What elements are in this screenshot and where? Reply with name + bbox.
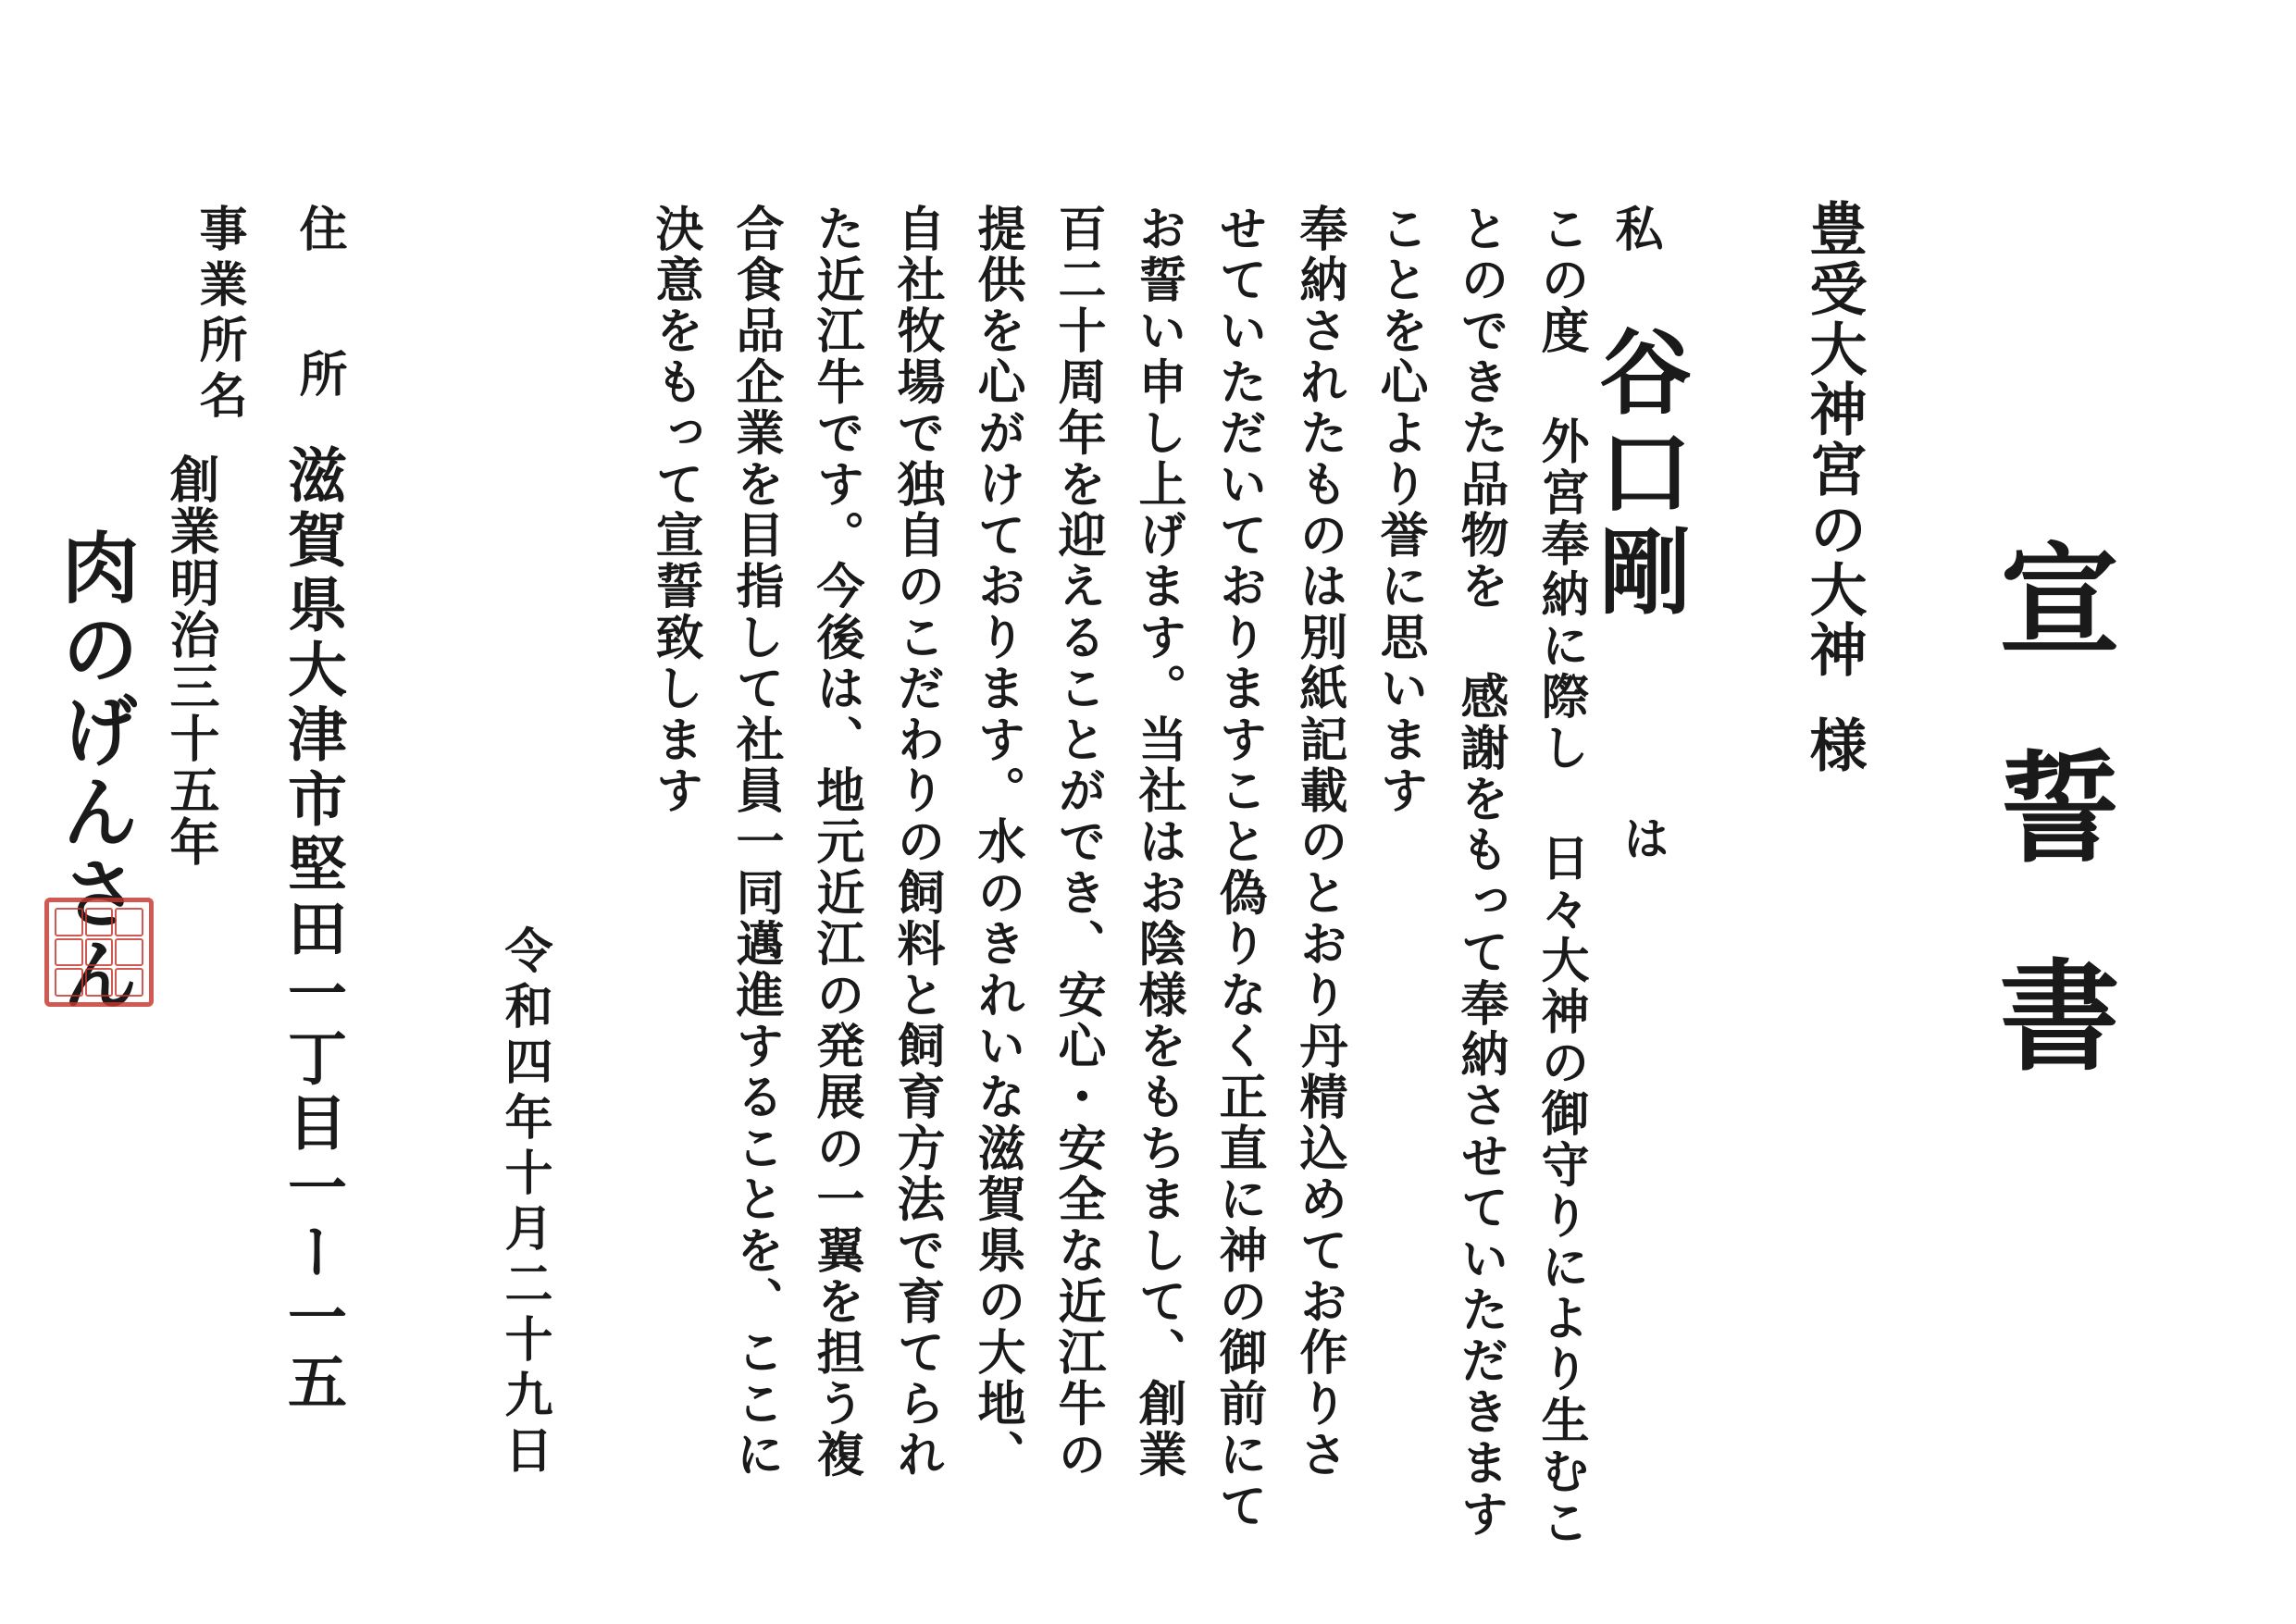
pledger-particle: は	[1616, 814, 1670, 861]
address: 滋賀県大津市堅田一丁目一ー一五	[278, 444, 347, 1416]
pledger-name: 谷口剛	[1583, 324, 1693, 624]
company-name: 肉のげんさん	[49, 527, 141, 1016]
body-line: せていただいておりますこと偽りなく正直に神の御前にて	[1210, 204, 1267, 1532]
date: 令和四年十月二十九日	[496, 925, 552, 1481]
body-line: 提供を心がけております。水のきれいな滋賀県の大地、	[969, 204, 1025, 1481]
addressee-name: 豊受大神宮の大神	[1800, 199, 1868, 680]
company-seal-stamp	[44, 898, 154, 1007]
office-label: 事業所名	[191, 204, 247, 426]
body-line: た近江牛です。今後は、地元近江の発展の一翼を担う複	[808, 204, 864, 1481]
body-line: この度 外宮奉納に際し 日々大神の御守りにより生むこ	[1533, 204, 1589, 1549]
pledger-label: 私	[1607, 204, 1663, 252]
address-label: 住所	[291, 204, 347, 494]
body-line: 合食品企業を目指して社員一同邁進することを、ここに	[727, 204, 784, 1481]
body-line: 決意をもって宣誓致します	[647, 204, 703, 817]
body-line: ことを心より誉に思います	[1371, 204, 1428, 817]
founded-text: 創業明治三十五年	[162, 453, 221, 868]
addressee-honorific: 様	[1800, 715, 1868, 775]
body-line: お誓い申し上げます。当社はお陰様をもちまして、創業	[1130, 204, 1186, 1481]
addressee	[1800, 199, 1868, 775]
body-line: 奉納されたものは別紙記載のとおり丹精込めてお作りさ	[1291, 204, 1347, 1481]
body-line: 自社牧場で独自のこだわりの飼料と飼育方法で育てられ	[888, 204, 945, 1481]
body-line: 百二十周年を迎えることができ、安心・安全な近江牛の	[1049, 204, 1106, 1481]
body-line: とのできた品物を 感謝をもって奉納させていただきます	[1452, 204, 1508, 1541]
document-title: 宣誓書	[1980, 537, 2121, 1161]
